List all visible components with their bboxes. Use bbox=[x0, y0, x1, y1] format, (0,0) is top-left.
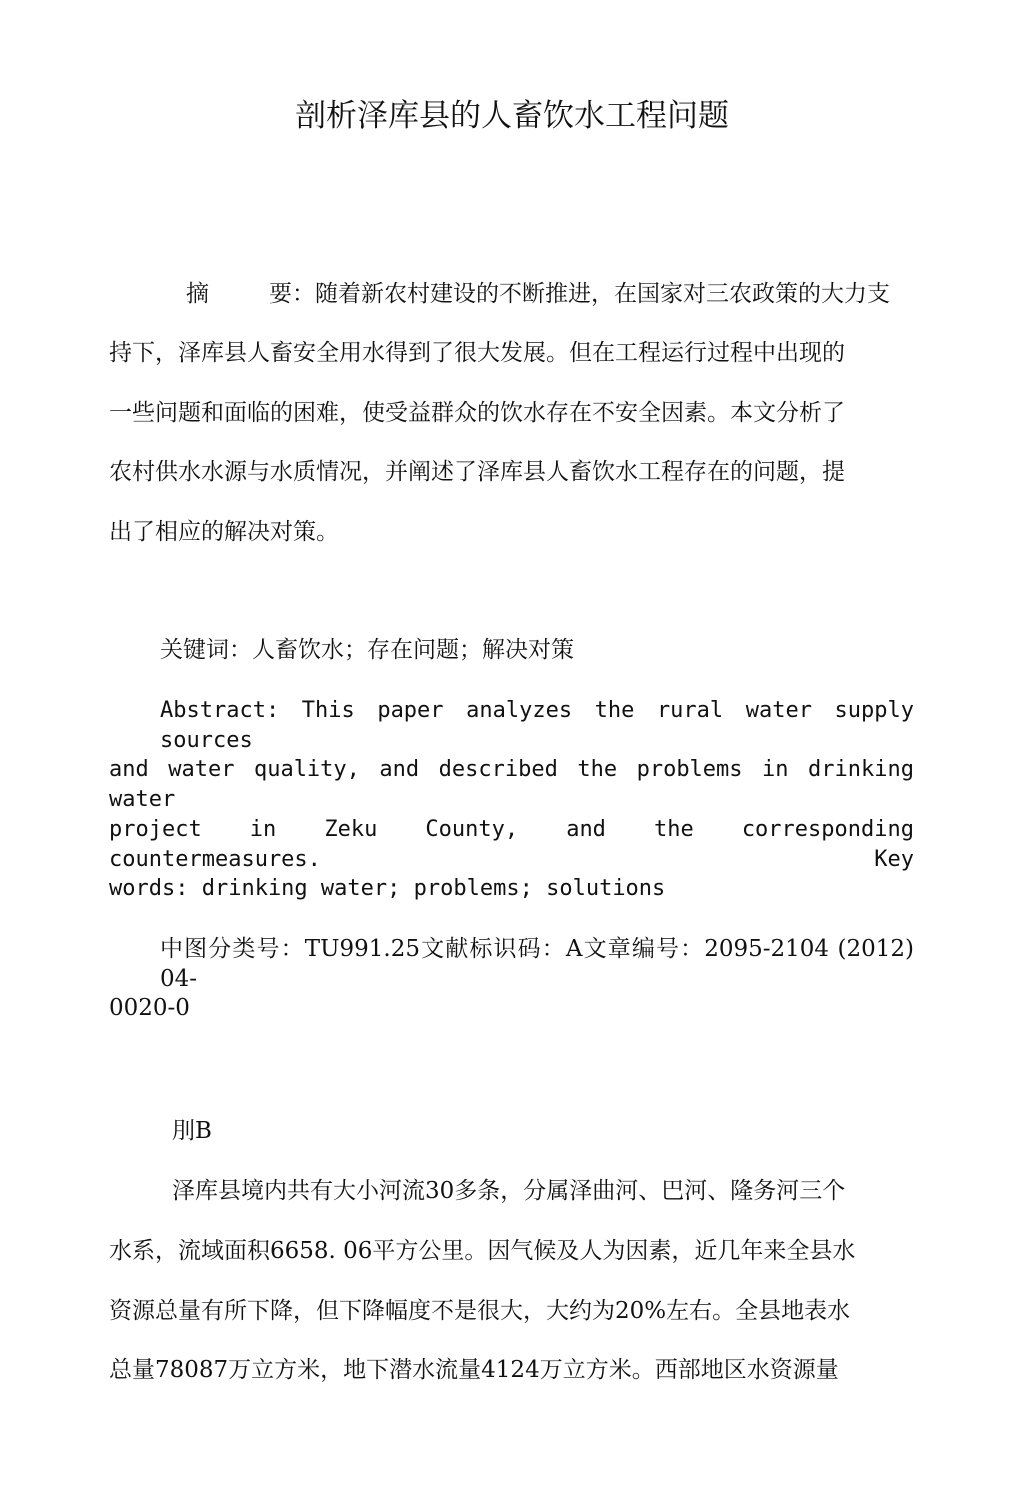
abstract-label-char-1: 摘 bbox=[186, 281, 209, 307]
body-line-4: 总量78087万立方米，地下潜水流量4124万立方米。西部地区水资源量 bbox=[109, 1357, 839, 1383]
abstract-label-char-2: 要： bbox=[269, 281, 315, 307]
body-line-2: 水系，流域面积6658. 06平方公里。因气候及人为因素，近几年来全县水 bbox=[109, 1238, 856, 1264]
abstract-cn-line-2: 持下，泽库县人畜安全用水得到了很大发展。但在工程运行过程中出现的 bbox=[109, 340, 845, 366]
classification-line-1: 中图分类号：TU991.25文献标识码：A文章编号：2095-2104 (2012) 04- bbox=[160, 936, 914, 992]
body-line-3: 资源总量有所下降，但下降幅度不是很大，大约为20%左右。全县地表水 bbox=[109, 1298, 851, 1324]
abstract-cn-line-4: 农村供水水源与水质情况，并阐述了泽库县人畜饮水工程存在的问题，提 bbox=[109, 459, 845, 485]
abstract-en-line-2: and water quality, and described the problems in drinking water bbox=[109, 757, 914, 812]
keywords-cn: 关键词：人畜饮水；存在问题；解决对策 bbox=[160, 637, 574, 663]
abstract-en-line-4: words: drinking water; problems; solutions bbox=[109, 876, 666, 901]
abstract-label bbox=[186, 279, 890, 309]
document-title: 剖析泽库县的人畜饮水工程问题 bbox=[295, 98, 729, 134]
abstract-cn-line-3: 一些问题和面临的困难，使受益群众的饮水存在不安全因素。本文分析了 bbox=[109, 400, 845, 426]
abstract-cn-line-5: 出了相应的解决对策。 bbox=[109, 519, 339, 545]
abstract-en-line-1: Abstract: This paper analyzes the rural water supply sources bbox=[160, 698, 914, 753]
abstract-en-line-3: project in Zeku County, and the corresponding countermeasures. Key bbox=[109, 817, 914, 872]
section-heading: 刖B bbox=[172, 1118, 212, 1144]
body-line-1: 泽库县境内共有大小河流30多条，分属泽曲河、巴河、隆务河三个 bbox=[172, 1178, 846, 1204]
classification-line-2: 0020-0 bbox=[109, 995, 190, 1021]
abstract-cn-line-1: 随着新农村建设的不断推进，在国家对三农政策的大力支 bbox=[315, 281, 890, 307]
